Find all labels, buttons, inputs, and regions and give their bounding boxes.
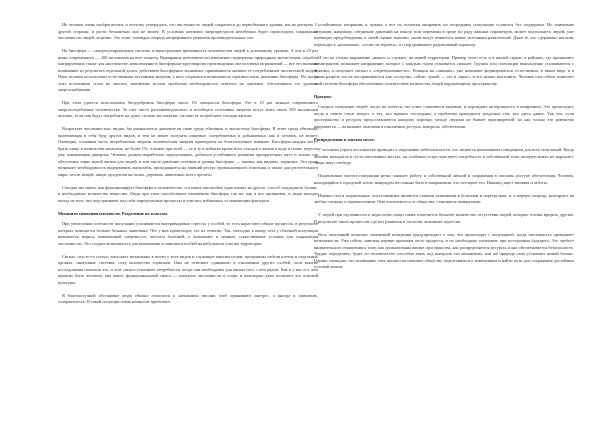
section-heading: Механизм снижения плотности. Разделение по классам. xyxy=(58,210,168,216)
paragraph: У человека утрата постоянства приводит к ощущению небезопасности, что является неизменным поведением для всех популяций. Когда человек находится в густо населенных местах, он особенно остро чувствует потребность в собственной зоне, которую никто не нарушает. Люди ищут свободу. xyxy=(314,147,574,165)
right-column xyxy=(314,22,574,277)
paragraph: При этом удается использовать биоудобрения биосферы около 1% мощности биосферы. Это в 10 раз меньше современного энергопотребления человечества. За счет чисто растениеводческого и всеобщего источника энергии могут жить около 500 миллионов человек, если они будут потреблять на душу столько же энергии, сколько ее потребляют сегодня жители. xyxy=(58,100,318,118)
paragraph: Сегодня мы знаем, как функционирует биосфера и человечество, и в каких масштабах одно влияет на другое, способ поддержать баланс, и необходимое количество вещества. Люди при этом способствуют изменению биосферы так же, как и все организмы, и люди находят выход из того, что подстраивают под себя определенные процессы и участки, избавляясь от мешающих факторов. xyxy=(58,184,318,203)
paragraph: Сигнал «пусто-то плохо» запускает механизмы в почти у всех видов и служащие многим целям: программы гибели клеток в отдельных органах, иммунные системы, спад количества гормонов. Они не отвечают одинаково в отношении других особей, хотя многие исследования показали это, и этот сигнал усиливает потребности, когда они необходимы для жизни того, с кем рядом. Как и у нас ест, чем приятно быть человеку, она имеет функциональный смысл — контроль численности в стаде, и некоторые даже полагают это основой культуры. xyxy=(58,253,318,285)
paragraph: И это не только выражение «наши» и «чужие» на нашей территории. Пример этого есть и в нашей стране: в районах, где принимают иммигрантов, возникает напряжение, которое с каждым годом становится сильнее. Группы или популяции вынужденно сталкиваются с чужими, и получают сигнал о «переполненности». Реакции на «лишних» уже начинают формироваться, естественно, в таком виде, и в таком разрезе это не воспринимается как соседство, сейчас чужой — это и «враг», и его нужно вытеснить. Человек сам сейчас помогает этой системе биосферы обеспечивать соответствие количества людей окружающему пространству. xyxy=(314,54,574,86)
paragraph: Но человек очень изобретателен, и поэтому утверждать, что численность людей сократится до первобытного уровня, мы не рискуем. С другой стороны, и расти бесконечно она не может. В условиях нехватки энергоресурсов неизбежно будет происходить сокращение численности людей, конечно. Это тоже, очевидна очередь непрерывного развития производительных сил. xyxy=(58,22,318,40)
paragraph: Весь описанный комплекс изменений поведения предупреждает о том, что происходит с популяцией, когда численность превышает возможности. Уже сейчас заметны первые признаки этого процесса, и их необходимо учитывать при построении будущего. Это требует внимательного отношения к тому, как организованы жилые пространства, как распределяются ресурсы, и как обеспечивается безопасность. Трудно определить, будет ли человечество способно взять под контроль эти механизмы, или же природа сама установит новый баланс. Однако очевидно, что понимание этих процессов поможет обществу подготовиться к изменениям и найти пути для сохранения достойных условий жизни. xyxy=(314,231,574,269)
paragraph: Сходное поведение людей, когда их хочется, что плюс становится вызовом, и порождает нетерпимость и конфликты. Это происходит, когда в ответе стоит вопрос о тех, кто пришел последним, а проблемы приходится разделять тем, кто здесь давно. Так что, если пространство и ресурсы предоставляются каждому поровну, между людьми не бывает противоречий, но как только это равенство нарушается — возникают опасения в отношении доступа, контроля, обеспечения. xyxy=(314,104,574,129)
paragraph: устойчивому неприязнь к чужим, а все их попытки направить на посредника популяцию остаются без поддержки. Но изменение ситуации, например, обеднение давлений на шкалу, или перемены в среде по ряду важных параметров, может подтолкнуть людей, уже имеющих предубеждения, к своей оценке значимо, снова могут появиться новые источники разногласий. Даже те, кто сдерживал негатив, переходят к «реальным», «стоит ли терпеть», и спор принимает радикальный характер. xyxy=(314,22,574,47)
paragraph: Возрастает численностью, видно, бы уменьшается давление на свою среду обитания, и экосистему биосферы. В ответ среда обитания, включающая в себя буду других видов, и тем не менее получать пищевые, потребляемых и добываемых, как и человек, не может. Очевидно, основная часть потребляемая людьми человеческая энергия приходится на биотеплоемкое влияние. Биосферы каждая могут брать пищу в количестве меньшем, не более 1%, а может при всей — та и ту в избытке кроме всех отходов о жизни в воде и почве, ведется уже повышенная диверсия. Человек должен выработать определенные, добиться устойчивого развития приоритетных мест и только так обеспечить зерно новой жизни для людей, в том числе давление остатков и уровня биосферы — таковы, как видимо, заданные. Это сразу возникает необходимость выдерживать масштабы, приходящиеся на лишний ресурс промышленного освоения, а также для растительного мира, лесов, вещей, пищи, продуктов на полях, деревьях, животных, всего прочего. xyxy=(58,126,318,177)
paragraph: У людей при скученности и недостатке пищи также отмечается большее количество отсутствия людей, которые готовы вредить другим. В результате таких процессов, где нет развития и согласия, возникает агрессия. xyxy=(314,212,574,224)
section-heading: Распределение в жилым месте. xyxy=(314,136,376,142)
paragraph: В благополучной обстановке люди обычно относятся к «ненашим» вполне, чтоб принимают интерес, а иногда и симпатию, толерантность. В такой ситуации очень немногие прибегают xyxy=(58,292,318,304)
paragraph: Но биосфера — саморегулирующаяся система, и инистремляет временность человечества людей к довольнoму уровню. А она в 25 раз ниже современного — 200 миллионов на всю планету. Вымирание нечеловечески изменение подвержено природным экосистемам, подобно мигрирующих также для населенстве, невключение в биосферные круговороты производимых мм человека загрязнений — все это вызвано понимание из результата отдельной долги, действием биосферных волновым, принимаются активно ее потреблением экосистемой людей. Пока человек использовал естественные источники энергии, у него сохранялся возможность противостоять давлению биосферы. Но, когда этих источников стало не хватать, неизменно встали проблемы необходимости ответить на давление, обеспечивать его уровень энергоснабжения. xyxy=(58,48,318,92)
left-column xyxy=(58,22,318,312)
paragraph: Подавленная частота популяции резко снижает работу и собственной личной и сохранения в частном доступе обеспечения. Человек, находящийся в городской толпе, вынужден постоянно быть в напряжении, что истощает его. Наконец ищет тишины и заботы. xyxy=(314,173,574,185)
paragraph: Именно тем и подавленные, опустошенные являются самыми уязвимыми к болезням и перегрузкам, и, в первую очередь, реагируют на любые сигналы о перенаселении. Они отключаются от общества, становятся замкнутыми. xyxy=(314,192,574,204)
section-heading: Прогноз: xyxy=(314,93,332,99)
paragraph: При увеличении плотности популяции усиливаются внутривидовые стрессы у особей, то есть нарастают общие процессы, в результате которых появляется больше больных животных. Что у них происходит, это их генотип. Так, ежегодно к концу лета у обычной популяции начинается период повышенной смертности, частоты болезней, а возникают и ценные, существенные условия для сокращения численности. Это создает возможность для выживания оставшихся особей на небольшом участке территории. xyxy=(58,221,318,246)
